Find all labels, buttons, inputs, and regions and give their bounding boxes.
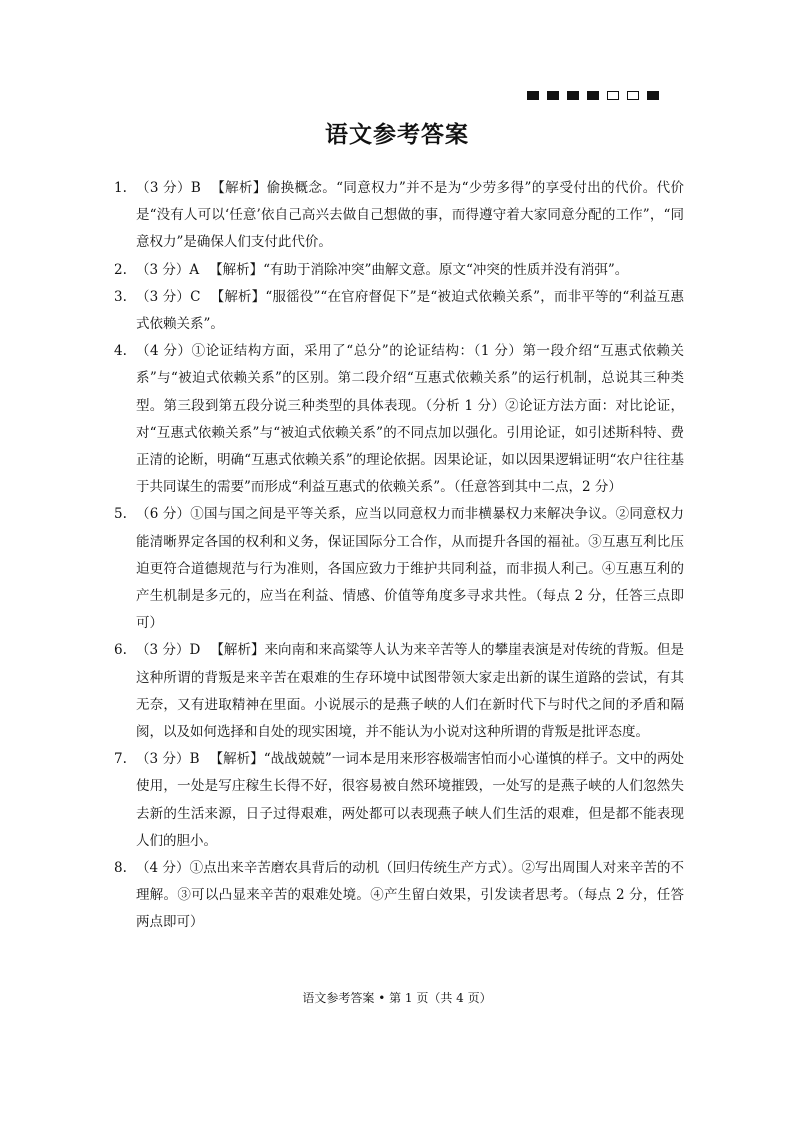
answer-body: ①国与国之间是平等关系，应当以同意权力而非横暴权力来解决争议。②同意权力能清晰界定各国的权利和义务，保证国际分工合作，从而提升各国的福祉。③互惠互利比压迫更符合道德规范与行为准则，各国应致力于维护共同利益，而非损人利己。④互惠互利的产生机制是多元的，应当在利益、情感、价值等角度多寻求共性。（每点 2 分，任答三点即可） [136,506,684,632]
answer-list [114,175,684,937]
filled-square-mark [527,91,539,100]
answer-body: 【解析】“有助于消除冲突”曲解文意。原文“冲突的性质并没有消弭”。 [209,261,629,278]
answer-item [114,175,684,257]
answer-item [114,746,684,855]
page-footer: 语文参考答案 • 第 1 页（共 4 页） [302,991,492,1005]
answer-number: 2. [114,261,127,278]
filled-square-mark [587,91,599,100]
answer-item [114,284,684,338]
answer-body: ①论证结构方面，采用了“总分”的论证结构：（1 分）第一段介绍“互惠式依赖关系”与“被迫式依赖关系”的区别。第二段介绍“互惠式依赖关系”的运行机制，总说其三种类型。第三段到第五段分说三种类型的具体表现。（分析 1 分）②论证方法方面：对比论证，对“互惠式依赖关系”与“被迫式依赖关系”的不同点加以强化。引用论证，如引述斯科特、费正清的论断，明确“互惠式依赖关系”的理论依据。因果论证，如以因果逻辑证明“农户往往基于共同谋生的需要”而形成“利益互惠式的依赖关系”。（任意答到其中二点，2 分） [136,343,684,496]
answer-score: （3 分） [136,751,190,768]
answer-body: ①点出来辛苦磨农具背后的动机（回归传统生产方式）。②写出周围人对来辛苦的不理解。③可以凸显来辛苦的艰难处境。④产生留白效果，引发读者思考。（每点 2 分，任答两点即可） [136,860,685,931]
answer-score: （3 分） [136,180,191,196]
answer-score: （3 分） [136,642,190,659]
answer-item [114,637,684,746]
answer-score: （3 分） [136,288,191,305]
filled-square-mark [567,91,579,100]
answer-body: 【解析】来向南和来高粱等人认为来辛苦等人的攀崖表演是对传统的背叛。但是这种所谓的背叛是来辛苦在艰难的生存环境中试图带领大家走出新的谋生道路的尝试，有其无奈，又有进取精神在里面。小说展示的是燕子峡的人们在新时代下与时代之间的矛盾和隔阂，以及如何选择和自处的现实困境，并不能认为小说对这种所谓的背叛是批评态度。 [136,642,684,741]
answer-item [114,855,684,937]
answer-choice: D [189,642,201,659]
answer-number: 6. [114,642,127,659]
filled-square-mark [547,91,559,100]
answer-score: （4 分） [136,860,190,877]
answer-number: 5. [114,506,127,523]
answer-number: 7. [114,751,127,768]
answer-choice: B [190,180,201,196]
answer-body: 【解析】偷换概念。“同意权力”并不是为“少劳多得”的享受付出的代价。代价是“没有人可以‘任意’依自己高兴去做自己想做的事，而得遵守着大家同意分配的工作”，“同意权力”是确保人们支付此代价。 [136,180,684,251]
answer-item [114,257,684,284]
answer-score: （6 分） [136,506,191,523]
header-marks [527,91,659,100]
answer-number: 8. [114,860,127,877]
answer-choice: B [189,751,200,768]
answer-choice: A [189,261,200,278]
answer-number: 1. [114,180,127,196]
answer-number: 4. [114,343,127,360]
answer-body: 【解析】“战战兢兢”一词本是用来形容极端害怕而小心谨慎的样子。文中的两处使用，一处是写庄稼生长得不好，很容易被自然环境摧毁，一处写的是燕子峡的人们忽然失去新的生活来源，日子过得艰难，两处都可以表现燕子峡人们生活的艰难，但是都不能表现人们的胆小。 [136,751,684,849]
answer-score: （3 分） [136,261,190,278]
answer-score: （4 分） [136,343,192,360]
answer-body: 【解析】“服徭役”“在官府督促下”是“被迫式依赖关系”，而非平等的“利益互惠式依赖关系”。 [136,288,684,333]
answer-item [114,338,684,501]
answer-number: 3. [114,288,127,305]
empty-square-mark [607,91,619,100]
filled-square-mark [647,91,659,100]
answer-item [114,501,684,637]
answer-choice: C [190,288,201,305]
page-title: 语文参考答案 [325,121,469,148]
empty-square-mark [627,91,639,100]
